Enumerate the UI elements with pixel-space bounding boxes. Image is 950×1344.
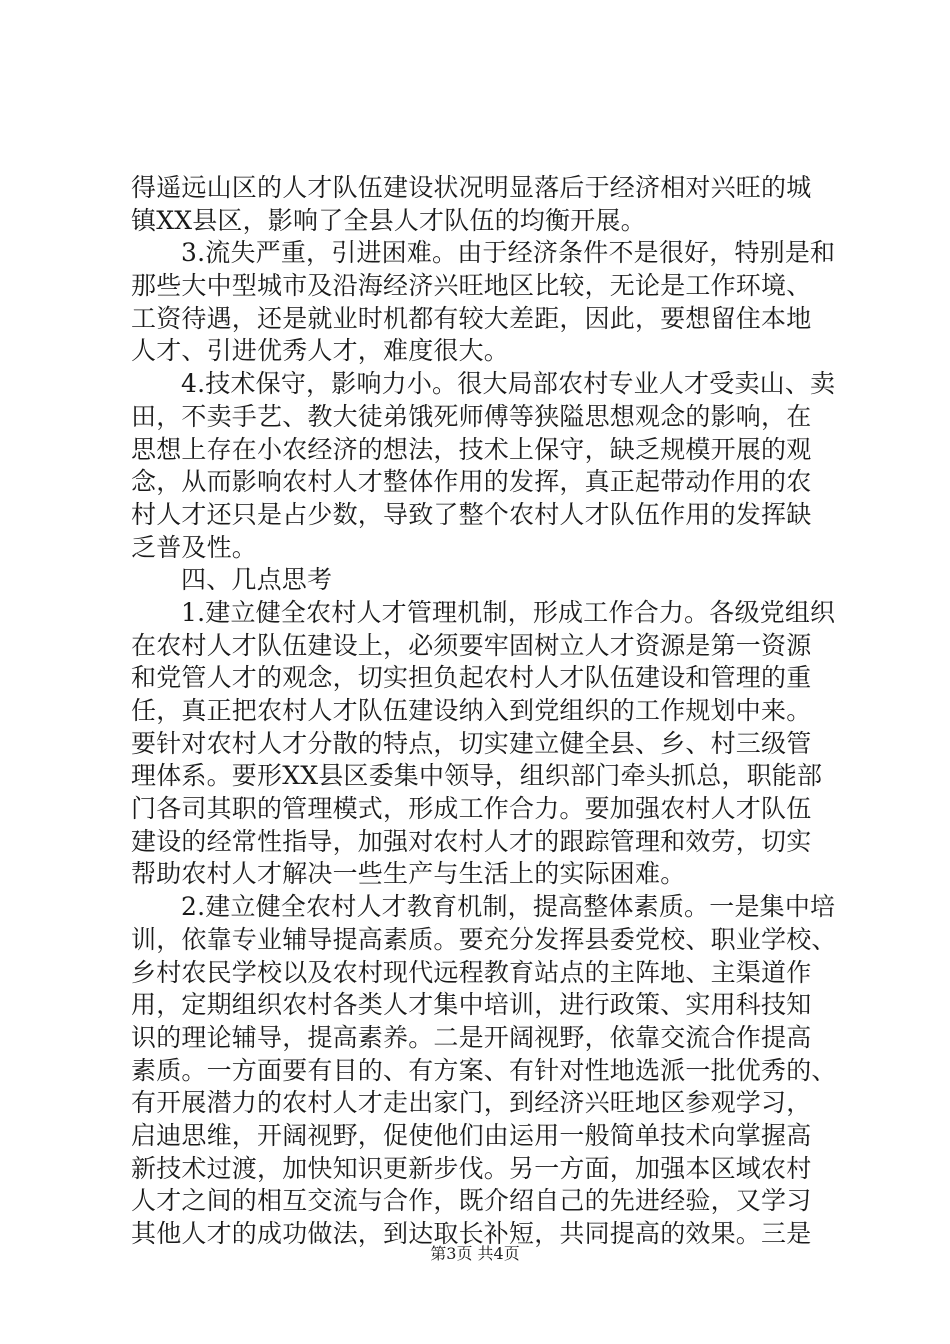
text-line: 念，从而影响农村人才整体作用的发挥，真正起带动作用的农: [131, 467, 812, 497]
text-line: 启迪思维，开阔视野，促使他们由运用一般简单技术向掌握高: [131, 1120, 812, 1150]
text-line: 用，定期组织农村各类人才集中培训，进行政策、实用科技知: [131, 990, 812, 1020]
text-line: 乡村农民学校以及农村现代远程教育站点的主阵地、主渠道作: [131, 957, 812, 987]
text-line: 和党管人才的观念，切实担负起农村人才队伍建设和管理的重: [131, 663, 812, 693]
text-line: 理体系。要形XX县区委集中领导，组织部门牵头抓总，职能部: [131, 761, 823, 791]
page-number-footer: 第3页 共4页: [430, 1244, 520, 1263]
text-line: 在农村人才队伍建设上，必须要牢固树立人才资源是第一资源: [131, 630, 812, 660]
text-line: 要针对农村人才分散的特点，切实建立健全县、乡、村三级管: [131, 728, 812, 758]
text-line: 门各司其职的管理模式，形成工作合力。要加强农村人才队伍: [131, 794, 812, 824]
text-line: 村人才还只是占少数，导致了整个农村人才队伍作用的发挥缺: [131, 499, 812, 529]
text-line: 镇XX县区，影响了全县人才队伍的均衡开展。: [131, 205, 646, 235]
text-line: 人才之间的相互交流与合作，既介绍自己的先进经验，又学习: [131, 1186, 812, 1216]
text-line: 工资待遇，还是就业时机都有较大差距，因此，要想留住本地: [131, 303, 812, 333]
text-line: 任，真正把农村人才队伍建设纳入到党组织的工作规划中来。: [131, 696, 812, 725]
text-line: 乏普及性。: [131, 532, 258, 562]
section-heading: 四、几点思考: [181, 565, 333, 595]
text-line: 有开展潜力的农村人才走出家门，到经济兴旺地区参观学习，: [131, 1088, 812, 1118]
text-line: 田，不卖手艺、教大徒弟饿死师傅等狭隘思想观念的影响，在: [131, 401, 812, 431]
document-body: [131, 172, 837, 1251]
text-line: 识的理论辅导，提高素养。二是开阔视野，依靠交流合作提高: [131, 1022, 812, 1052]
text-line: 人才、引进优秀人才，难度很大。: [131, 336, 510, 366]
paragraph-start-line: 1.建立健全农村人才管理机制，形成工作合力。各级党组织: [181, 597, 836, 627]
text-line: 素质。一方面要有目的、有方案、有针对性地选派一批优秀的、: [131, 1055, 837, 1085]
paragraph-start-line: 3.流失严重，引进困难。由于经济条件不是很好，特别是和: [181, 238, 836, 268]
text-line: 训，依靠专业辅导提高素质。要充分发挥县委党校、职业学校、: [131, 924, 837, 954]
paragraph-start-line: 2.建立健全农村人才教育机制，提高整体素质。一是集中培: [181, 892, 836, 922]
text-line: 得遥远山区的人才队伍建设状况明显落后于经济相对兴旺的城: [131, 173, 812, 202]
text-line: 帮助农村人才解决一些生产与生活上的实际困难。: [131, 859, 686, 889]
text-line: 思想上存在小农经济的想法，技术上保守，缺乏规模开展的观: [131, 434, 812, 464]
text-line: 其他人才的成功做法，到达取长补短，共同提高的效果。三是: [131, 1219, 812, 1248]
text-line: 那些大中型城市及沿海经济兴旺地区比较，无论是工作环境、: [131, 271, 812, 301]
text-line: 建设的经常性指导，加强对农村人才的跟踪管理和效劳，切实: [131, 826, 812, 856]
paragraph-start-line: 4.技术保守，影响力小。很大局部农村专业人才受卖山、卖: [181, 369, 836, 399]
text-line: 新技术过渡，加快知识更新步伐。另一方面，加强本区域农村: [131, 1153, 812, 1183]
